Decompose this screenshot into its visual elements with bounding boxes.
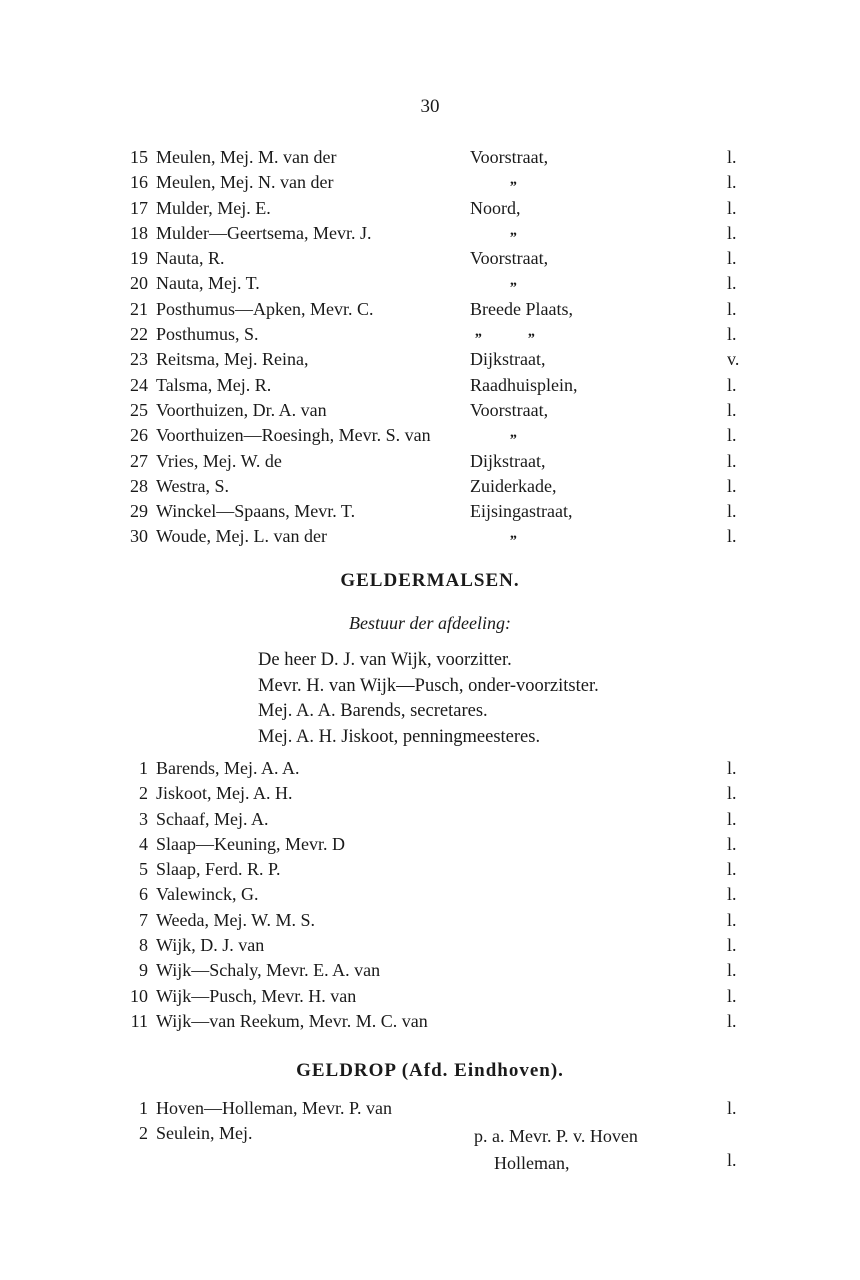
member-name: Jiskoot, Mej. A. H. — [156, 783, 293, 804]
list-item — [0, 882, 860, 907]
list-item — [0, 221, 860, 246]
member-mark: v. — [727, 349, 740, 370]
member-name: Reitsma, Mej. Reina, — [156, 349, 309, 370]
member-mark: l. — [727, 985, 737, 1006]
member-number: 15 — [130, 147, 148, 167]
member-mark: l. — [727, 884, 737, 905]
member-number: 21 — [130, 298, 148, 319]
member-name: Mulder—Geertsema, Mevr. J. — [156, 222, 372, 243]
member-number: 7 — [139, 909, 148, 930]
ditto-mark: ” — [474, 331, 482, 348]
member-name: Winckel—Spaans, Mevr. T. — [156, 501, 356, 522]
address-line: p. a. Mevr. P. v. Hoven — [474, 1126, 638, 1146]
member-name: Seulein, Mej. — [156, 1123, 253, 1144]
member-mark: l. — [727, 425, 737, 446]
list-item — [0, 1121, 860, 1146]
member-name: Wijk—Schaly, Mevr. E. A. van — [156, 960, 381, 981]
member-mark: l. — [727, 147, 737, 167]
list-item — [0, 373, 860, 398]
list-item — [0, 984, 860, 1009]
member-name: Nauta, Mej. T. — [156, 273, 260, 294]
member-number: 5 — [139, 859, 148, 880]
member-address: Voorstraat, — [470, 399, 549, 420]
member-name: Schaaf, Mej. A. — [156, 808, 269, 829]
list-item — [0, 297, 860, 322]
member-name: Talsma, Mej. R. — [156, 374, 272, 395]
member-mark: l. — [727, 1010, 737, 1031]
member-number: 9 — [139, 960, 148, 981]
list-item — [0, 322, 860, 347]
member-mark: l. — [727, 475, 737, 496]
member-mark: l. — [727, 273, 737, 294]
member-number: 1 — [139, 1098, 148, 1118]
member-name: Meulen, Mej. M. van der — [156, 147, 337, 167]
member-address: Noord, — [470, 197, 521, 218]
member-name: Slaap, Ferd. R. P. — [156, 859, 281, 880]
member-name: Valewinck, G. — [156, 884, 259, 905]
list-item — [0, 781, 860, 806]
ditto-mark: ” — [509, 229, 517, 246]
board-member: De heer D. J. van Wijk, voorzitter. — [258, 650, 512, 670]
board-member: Mej. A. A. Barends, secretares. — [258, 701, 488, 721]
list-item — [0, 246, 860, 271]
member-name: Posthumus—Apken, Mevr. C. — [156, 298, 374, 319]
member-number: 29 — [130, 501, 148, 522]
ditto-mark: ” — [509, 432, 517, 449]
list-item — [0, 271, 860, 296]
member-number: 19 — [130, 248, 148, 269]
member-number: 28 — [130, 475, 148, 496]
page-number: 30 — [420, 96, 440, 117]
member-number: 26 — [130, 425, 148, 446]
member-mark: l. — [727, 374, 737, 395]
member-mark: l. — [727, 450, 737, 471]
list-item — [0, 474, 860, 499]
list-item — [0, 170, 860, 195]
member-mark: l. — [727, 222, 737, 243]
member-name: Nauta, R. — [156, 248, 225, 269]
geldrop-member-list — [0, 1096, 860, 1147]
member-address: Breede Plaats, — [470, 298, 573, 319]
member-mark: l. — [727, 526, 737, 547]
member-name: Barends, Mej. A. A. — [156, 758, 300, 778]
member-name: Wijk—van Reekum, Mevr. M. C. van — [156, 1010, 428, 1031]
list-item — [0, 756, 860, 781]
member-name: Wijk, D. J. van — [156, 935, 265, 956]
member-mark: l. — [727, 758, 737, 778]
list-item — [0, 832, 860, 857]
list-item — [0, 347, 860, 372]
member-mark: l. — [727, 197, 737, 218]
member-mark: l. — [727, 172, 737, 193]
list-item — [0, 857, 860, 882]
board-list — [258, 648, 599, 750]
board-member: Mevr. H. van Wijk—Pusch, onder-voorzitster. — [258, 675, 599, 696]
member-number: 16 — [130, 172, 148, 193]
member-address: Voorstraat, — [470, 248, 549, 269]
member-number: 18 — [130, 222, 148, 243]
list-item — [0, 1009, 860, 1034]
member-number: 2 — [139, 1123, 148, 1144]
board-member: Mej. A. H. Jiskoot, penningmeesteres. — [258, 726, 541, 747]
member-name: Voorthuizen—Roesingh, Mevr. S. van — [156, 425, 431, 446]
member-address: Dijkstraat, — [470, 450, 546, 471]
list-item — [0, 499, 860, 524]
continued-member-list — [0, 145, 860, 550]
list-item — [0, 145, 860, 170]
member-number: 23 — [130, 349, 148, 370]
section-title-geldermalsen: GELDERMALSEN. — [340, 570, 520, 591]
member-number: 3 — [139, 808, 148, 829]
member-name: Voorthuizen, Dr. A. van — [156, 399, 327, 420]
member-mark: l. — [727, 833, 737, 854]
member-name: Meulen, Mej. N. van der — [156, 172, 334, 193]
list-item — [0, 524, 860, 549]
list-item — [0, 1096, 860, 1121]
list-item — [0, 908, 860, 933]
member-number: 22 — [130, 324, 148, 345]
member-mark: l. — [727, 248, 737, 269]
list-item — [0, 958, 860, 983]
member-number: 1 — [139, 758, 148, 778]
member-number: 20 — [130, 273, 148, 294]
list-item — [0, 398, 860, 423]
member-mark: l. — [727, 399, 737, 420]
member-mark: l. — [727, 324, 737, 345]
member-name: Mulder, Mej. E. — [156, 197, 271, 218]
member-name: Posthumus, S. — [156, 324, 259, 345]
list-item — [0, 449, 860, 474]
member-name: Vries, Mej. W. de — [156, 450, 282, 471]
member-number: 2 — [139, 783, 148, 804]
member-mark: l. — [727, 960, 737, 981]
ditto-mark: ” — [509, 533, 517, 550]
member-name: Weeda, Mej. W. M. S. — [156, 909, 316, 930]
member-name: Westra, S. — [156, 475, 230, 496]
member-name: Hoven—Holleman, Mevr. P. van — [156, 1098, 392, 1118]
list-item — [0, 933, 860, 958]
list-item — [0, 807, 860, 832]
member-number: 30 — [130, 526, 148, 547]
member-mark: l. — [727, 1098, 737, 1118]
member-name: Slaap—Keuning, Mevr. D — [156, 833, 345, 854]
member-address: Raadhuisplein, — [470, 374, 578, 395]
member-mark: l. — [727, 859, 737, 880]
member-number: 10 — [130, 985, 148, 1006]
member-mark: l. — [727, 935, 737, 956]
member-address: Dijkstraat, — [470, 349, 546, 370]
member-mark: l. — [727, 808, 737, 829]
member-number: 11 — [130, 1010, 148, 1031]
geldermalsen-member-list — [0, 756, 860, 1034]
ditto-mark: ” — [527, 331, 535, 348]
member-mark: l. — [727, 909, 737, 930]
member-number: 4 — [139, 833, 148, 854]
member-mark: l. — [727, 1150, 737, 1170]
member-number: 25 — [130, 399, 148, 420]
member-address: Eijsingastraat, — [470, 501, 573, 522]
list-item — [0, 423, 860, 448]
member-address: Zuiderkade, — [470, 475, 557, 496]
member-mark: l. — [727, 298, 737, 319]
section-title-geldrop: GELDROP (Afd. Eindhoven). — [296, 1060, 564, 1081]
list-item — [0, 196, 860, 221]
member-mark: l. — [727, 501, 737, 522]
member-number: 8 — [139, 935, 148, 956]
member-number: 24 — [130, 374, 148, 395]
ditto-mark: ” — [509, 280, 517, 297]
geldrop-address-block — [474, 1123, 638, 1177]
ditto-mark: ” — [509, 179, 517, 196]
member-mark: l. — [727, 783, 737, 804]
member-number: 6 — [139, 884, 148, 905]
member-number: 27 — [130, 450, 148, 471]
member-name: Wijk—Pusch, Mevr. H. van — [156, 985, 357, 1006]
member-address: Voorstraat, — [470, 147, 549, 167]
board-heading: Bestuur der afdeeling: — [349, 613, 511, 633]
member-number: 17 — [130, 197, 148, 218]
member-name: Woude, Mej. L. van der — [156, 526, 327, 547]
address-line: Holleman, — [494, 1153, 570, 1173]
